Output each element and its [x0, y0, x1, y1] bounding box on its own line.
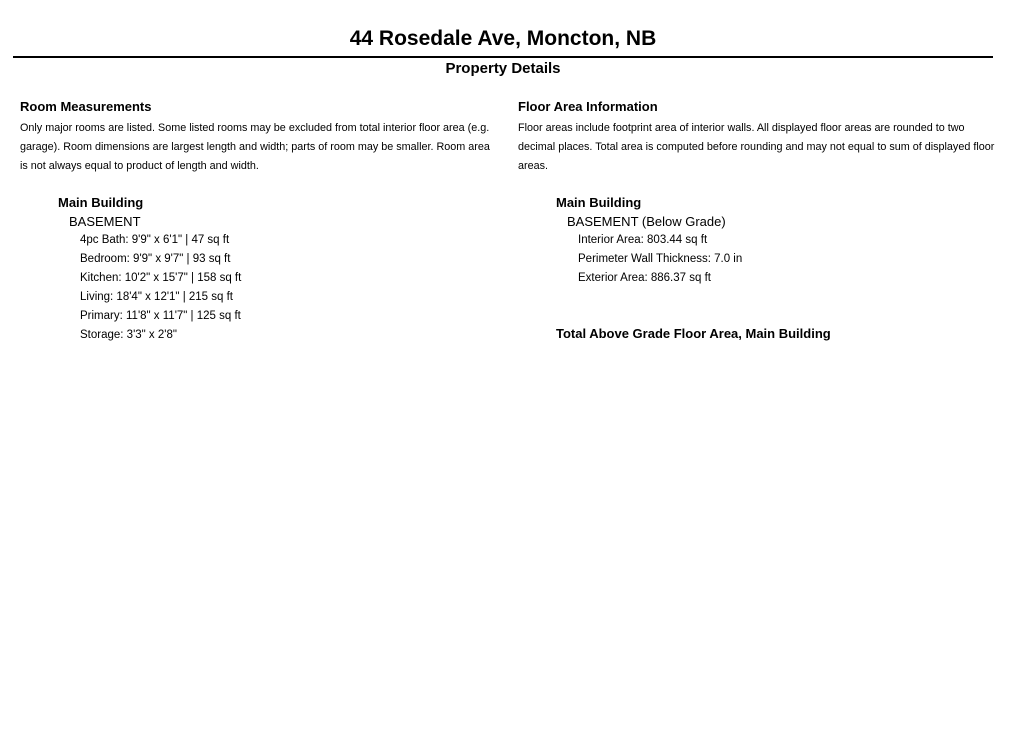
room-entry: Primary: 11'8" x 11'7" | 125 sq ft	[80, 310, 241, 322]
floor-area-building	[556, 193, 742, 288]
room-entry: Living: 18'4" x 12'1" | 215 sq ft	[80, 291, 233, 303]
room-measurements-note: Only major rooms are listed. Some listed rooms may be excluded from total interior floor area (e.g. garage). Room dimensions are largest length and width; parts of room may be smaller. Room area is not always equal to product of length and width.	[20, 122, 490, 172]
floor-area-entry: Perimeter Wall Thickness: 7.0 in	[578, 253, 743, 265]
room-entry: 4pc Bath: 9'9" x 6'1" | 47 sq ft	[80, 234, 230, 246]
title-divider	[13, 56, 993, 58]
room-measurements-building	[58, 193, 241, 345]
level-name: BASEMENT	[69, 214, 141, 229]
page-title: 44 Rosedale Ave, Moncton, NB	[349, 27, 657, 50]
floor-area-entry: Interior Area: 803.44 sq ft	[578, 234, 708, 246]
floor-area-list	[578, 231, 742, 288]
floor-area-section	[518, 99, 1000, 341]
building-name: Main Building	[58, 195, 144, 210]
room-entry: Kitchen: 10'2" x 15'7" | 158 sq ft	[80, 272, 242, 284]
floor-area-entry: Exterior Area: 886.37 sq ft	[578, 272, 711, 284]
page-subtitle: Property Details	[445, 60, 561, 77]
building-name: Main Building	[556, 195, 642, 210]
level-name: BASEMENT (Below Grade)	[567, 214, 726, 229]
floor-area-note: Floor areas include footprint area of interior walls. All displayed floor areas are rounded to two decimal places. Total area is computed before rounding and may not equal to sum of displayed floor areas.	[518, 122, 995, 172]
room-entry: Storage: 3'3" x 2'8"	[80, 329, 177, 341]
total-floor-area-heading: Total Above Grade Floor Area, Main Building	[556, 326, 831, 341]
floor-area-heading: Floor Area Information	[518, 99, 658, 114]
room-list	[80, 231, 241, 345]
room-measurements-heading: Room Measurements	[20, 99, 152, 114]
room-entry: Bedroom: 9'9" x 9'7" | 93 sq ft	[80, 253, 231, 265]
room-measurements-section	[20, 99, 500, 341]
